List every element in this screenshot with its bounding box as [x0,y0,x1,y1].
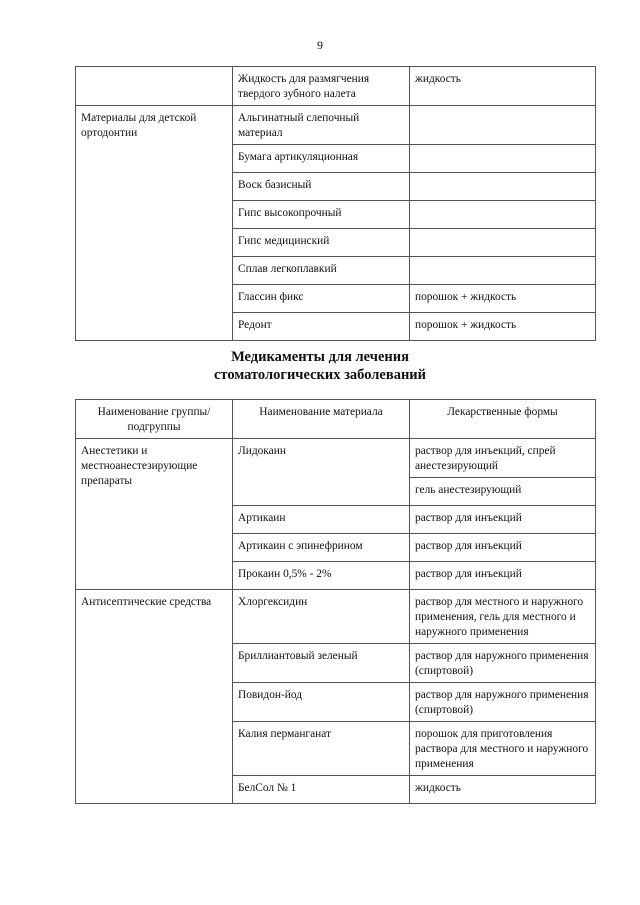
form-cell: раствор для местного и наружного применения, гель для местного и наружного применения [410,590,596,644]
medications-table [75,399,596,804]
page-number: 9 [317,38,323,52]
form-cell: раствор для инъекций, спрей анестезирующий [410,439,596,478]
material-cell: Гипс медицинский [233,229,410,257]
material-cell: Артикаин [233,506,410,534]
form-cell: раствор для инъекций [410,562,596,590]
material-cell: Глассин фикс [233,285,410,313]
form-cell: порошок + жидкость [410,313,596,341]
form-cell: раствор для инъекций [410,506,596,534]
dental-materials-table-body [76,67,596,341]
group-cell-anesthetics: Анестетики и местноанестезирующие препараты [76,439,233,590]
table-header-row [76,400,596,439]
form-cell: порошок для приготовления раствора для местного и наружного применения [410,722,596,776]
material-cell: Повидон-йод [233,683,410,722]
form-cell [410,257,596,285]
form-cell: жидкость [410,67,596,106]
material-cell: Лидокаин [233,439,410,506]
form-cell [410,106,596,145]
table-row [76,106,596,145]
form-cell [410,201,596,229]
material-cell: Сплав легкоплавкий [233,257,410,285]
form-cell: гель анестезирующий [410,478,596,506]
material-cell: Альгинатный слепочный материал [233,106,410,145]
form-cell: раствор для наружного применения (спиртовой) [410,683,596,722]
material-cell: Редонт [233,313,410,341]
section-title [0,348,640,384]
form-cell: раствор для наружного применения (спиртовой) [410,644,596,683]
material-cell: Калия перманганат [233,722,410,776]
dental-materials-table [75,66,596,341]
material-cell: БелСол № 1 [233,776,410,804]
form-cell [410,145,596,173]
material-cell: Прокаин 0,5% - 2% [233,562,410,590]
table-row [76,439,596,478]
material-cell: Бриллиантовый зеленый [233,644,410,683]
section-title-line1: Медикаменты для лечения [231,349,409,365]
header-group: Наименование группы/подгруппы [76,400,233,439]
material-cell: Артикаин с эпинефрином [233,534,410,562]
table-row [76,67,596,106]
material-cell: Бумага артикуляционная [233,145,410,173]
form-cell [410,173,596,201]
material-cell: Хлоргексидин [233,590,410,644]
table-row [76,590,596,644]
material-cell: Жидкость для размягчения твердого зубного налета [233,67,410,106]
form-cell: жидкость [410,776,596,804]
header-material: Наименование материала [233,400,410,439]
group-cell-antiseptics: Антисептические средства [76,590,233,804]
group-cell [76,67,233,106]
header-form: Лекарственные формы [410,400,596,439]
form-cell: порошок + жидкость [410,285,596,313]
material-cell: Гипс высокопрочный [233,201,410,229]
form-cell [410,229,596,257]
section-title-line2: стоматологических заболеваний [213,367,427,383]
form-cell: раствор для инъекций [410,534,596,562]
group-cell: Материалы для детской ортодонтии [76,106,233,341]
material-cell: Воск базисный [233,173,410,201]
